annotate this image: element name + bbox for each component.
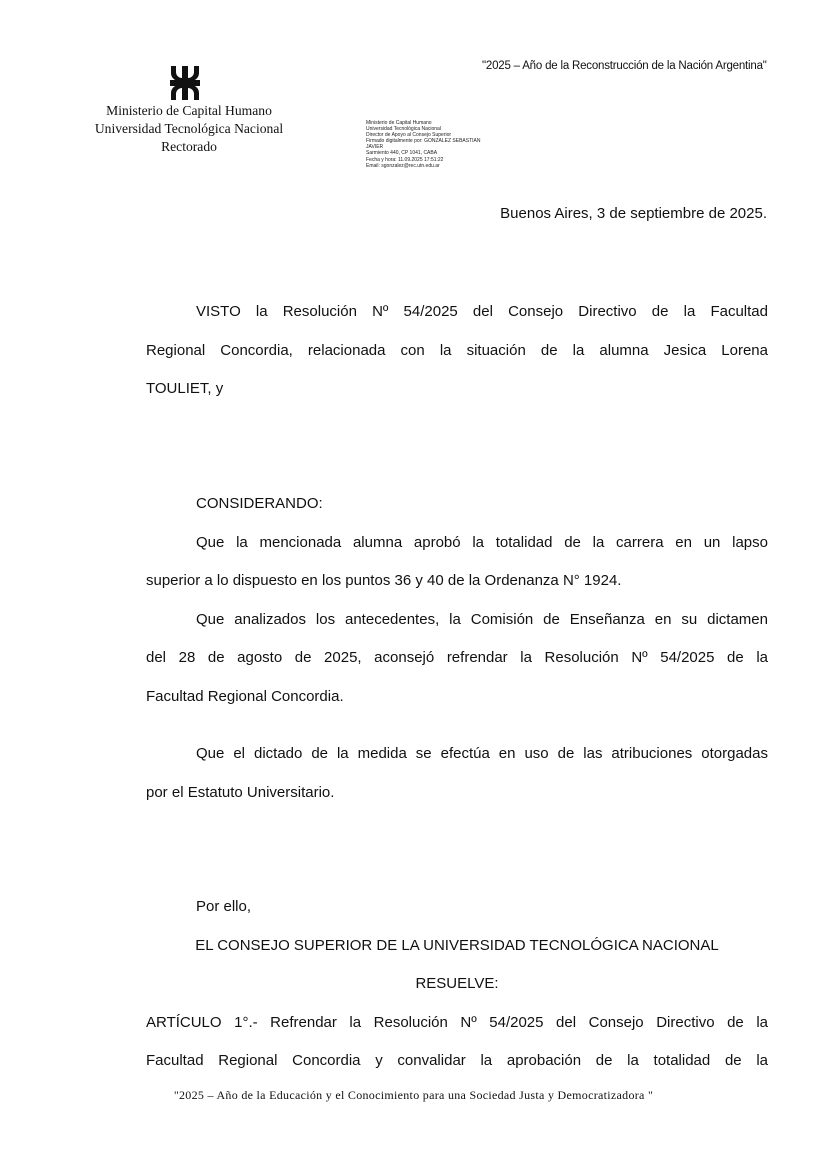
resolution-section <box>146 888 768 1081</box>
considerando-title: CONSIDERANDO: <box>196 495 323 512</box>
consejo-heading: EL CONSEJO SUPERIOR DE LA UNIVERSIDAD TECNOLÓGICA NACIONAL <box>195 936 719 954</box>
signature-line: Director de Apoyo al Consejo Superior <box>366 132 452 139</box>
signature-line: Sarmiento 440, CP 1041, CABA <box>366 150 438 157</box>
articulo-line: Facultad Regional Concordia y convalidar la aprobación de la totalidad de la <box>146 1052 768 1069</box>
considerando-line: Facultad Regional Concordia. <box>146 687 344 705</box>
header-motto: "2025 – Año de la Reconstrucción de la Nación Argentina" <box>482 60 767 72</box>
considerando-section <box>146 485 768 716</box>
visto-paragraph <box>146 293 768 409</box>
office-name: Rectorado <box>161 139 217 154</box>
considerando-line: Que analizados los antecedentes, la Comisión de Enseñanza en su dictamen <box>196 610 768 628</box>
signature-line: Fecha y hora: 11.09.2025 17:51:22 <box>366 156 444 163</box>
visto-line: Regional Concordia, relacionada con la situación de la alumna Jesica Lorena <box>146 341 768 359</box>
digital-signature-block <box>366 120 536 169</box>
considerando-line: por el Estatuto Universitario. <box>146 783 335 801</box>
visto-line: VISTO la Resolución Nº 54/2025 del Consejo Directivo de la Facultad <box>196 303 768 320</box>
document-date: Buenos Aires, 3 de septiembre de 2025. <box>500 205 767 222</box>
considerando-line: superior a lo dispuesto en los puntos 36 y 40 de la Ordenanza N° 1924. <box>146 572 622 589</box>
signature-line: Firmado digitalmente por: GONZALEZ SEBASTIAN <box>366 138 481 145</box>
signature-line: Email: sgonzalez@rec.utn.edu.ar <box>366 162 440 169</box>
footer-motto: "2025 – Año de la Educación y el Conocimiento para una Sociedad Justa y Democratizadora " <box>173 1088 654 1102</box>
considerando-final-paragraph <box>146 735 768 812</box>
resuelve-heading: RESUELVE: <box>415 975 499 992</box>
por-ello: Por ello, <box>196 898 252 915</box>
university-name: Universidad Tecnológica Nacional <box>94 121 284 136</box>
articulo-line: ARTÍCULO 1°.- Refrendar la Resolución Nº 54/2025 del Consejo Directivo de la <box>146 1013 768 1031</box>
letterhead <box>74 102 304 156</box>
visto-line: TOULIET, y <box>146 380 224 397</box>
considerando-line: Que la mencionada alumna aprobó la totalidad de la carrera en un lapso <box>196 533 768 551</box>
signature-line: JAVIER <box>366 144 384 151</box>
utn-logo-icon <box>170 66 200 100</box>
considerando-line: del 28 de agosto de 2025, aconsejó refrendar la Resolución Nº 54/2025 de la <box>146 649 768 666</box>
signature-line: Ministerio de Capital Humano <box>366 120 432 126</box>
signature-line: Universidad Tecnológica Nacional <box>366 126 441 133</box>
considerando-line: Que el dictado de la medida se efectúa en uso de las atribuciones otorgadas <box>196 745 768 762</box>
ministry-name: Ministerio de Capital Humano <box>106 103 272 118</box>
